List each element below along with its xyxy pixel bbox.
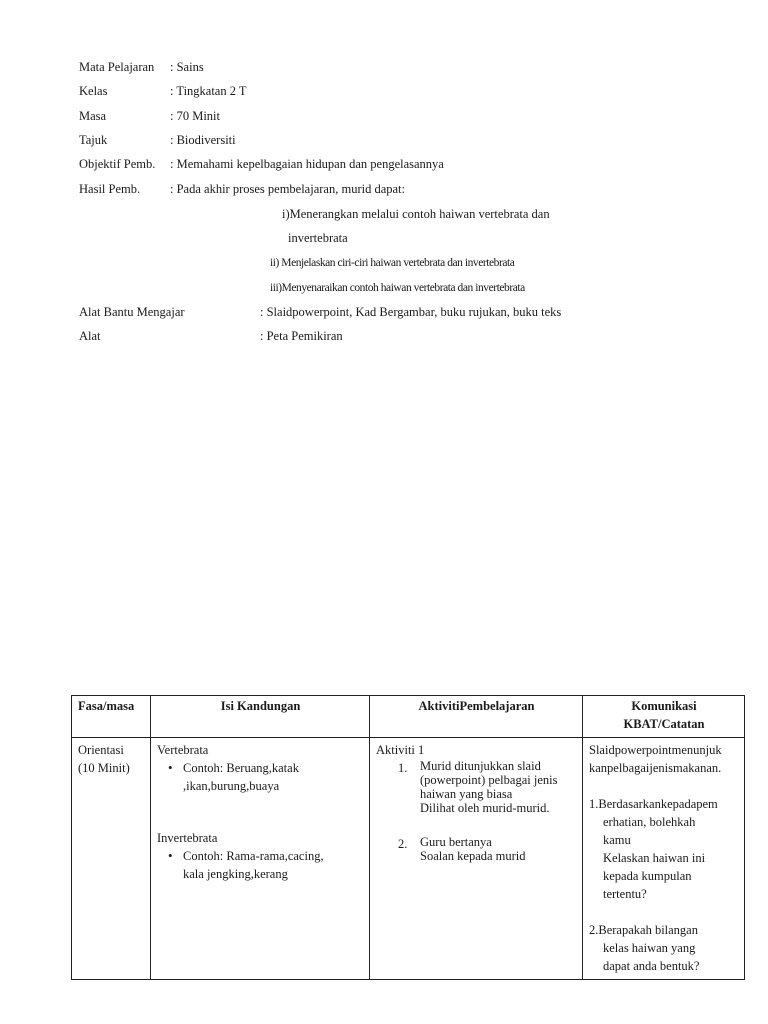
- header-label: Masa: [79, 109, 107, 123]
- content-vertebrata-title: Vertebrata: [157, 743, 209, 757]
- question-1-line-5: kepada kumpulan: [603, 869, 692, 883]
- header-communication: [583, 696, 745, 738]
- header-row-outcome: [79, 181, 405, 197]
- activity-1-line-2: (powerpoint) pelbagai jenis: [420, 773, 558, 787]
- header-label: Objektif Pemb.: [79, 157, 156, 171]
- list-item: [183, 759, 364, 795]
- outcome-2: ii) Menjelaskan ciri-ciri haiwan vertebrata dan invertebrata: [270, 257, 515, 269]
- header-value: : Pada akhir proses pembelajaran, murid dapat:: [170, 182, 405, 196]
- header-phase: Fasa/masa: [72, 696, 151, 738]
- header-communication-line-2: KBAT/Catatan: [623, 717, 705, 731]
- header-activity: AktivitiPembelajaran: [370, 696, 583, 738]
- activity-1-line-1: Murid ditunjukkan slaid: [420, 759, 541, 773]
- header-label: Mata Pelajaran: [79, 60, 155, 74]
- invertebrata-list: [157, 847, 364, 883]
- activity-1-line-4: Dilihat oleh murid-murid.: [420, 801, 550, 815]
- activity-2-line-2: Soalan kepada murid: [420, 849, 526, 863]
- question-1-line-1: 1.Berdasarkankepadapem: [589, 797, 718, 811]
- header-content: Isi Kandungan: [151, 696, 370, 738]
- header-label: Tajuk: [79, 133, 108, 147]
- communication-line-1: Slaidpowerpointmenunjuk: [589, 743, 722, 757]
- header-value: : Slaidpowerpoint, Kad Bergambar, buku rujukan, buku teks: [260, 305, 562, 319]
- header-row-tools: [79, 328, 343, 344]
- header-row-teaching-aids: [79, 304, 561, 320]
- vertebrata-list: [157, 759, 364, 795]
- question-2-line-1: 2.Berapakah bilangan: [589, 923, 698, 937]
- vertebrata-example-line-1: • Contoh: Beruang,katak: [183, 761, 299, 775]
- table-header-row: [72, 696, 745, 738]
- question-2-line-3: dapat anda bentuk?: [603, 959, 700, 973]
- invertebrata-example-line-2: kala jengking,kerang: [183, 867, 288, 881]
- header-value: : Peta Pemikiran: [260, 329, 343, 343]
- question-1-line-6: tertentu?: [603, 887, 647, 901]
- header-row-objective: [79, 156, 444, 172]
- cell-communication: [583, 738, 745, 980]
- activity-number: 2.: [398, 837, 408, 851]
- header-value: : Memahami kepelbagaian hidupan dan pengelasannya: [170, 157, 444, 171]
- spacer: [157, 795, 364, 829]
- header-communication-line-1: Komunikasi: [631, 699, 697, 713]
- header-label: Alat Bantu Mengajar: [79, 305, 185, 319]
- question-1-line-4: Kelaskan haiwan ini: [603, 851, 706, 865]
- activity-2-line-1: Guru bertanya: [420, 835, 492, 849]
- invertebrata-example-line-1: • Contoh: Rama-rama,cacing,: [183, 849, 324, 863]
- outcome-1-line-1: i)Menerangkan melalui contoh haiwan vertebrata dan: [282, 207, 550, 221]
- cell-phase: [72, 738, 151, 980]
- header-value: : Biodiversiti: [170, 133, 236, 147]
- header-value: : Sains: [170, 60, 204, 74]
- spacer: [420, 815, 577, 835]
- header-label: Kelas: [79, 84, 108, 98]
- phase-duration: (10 Minit): [78, 761, 130, 775]
- activity-1-line-3: haiwan yang biasa: [420, 787, 513, 801]
- outcome-1-line-2: invertebrata: [288, 231, 348, 245]
- activity-title: Aktiviti 1: [376, 743, 425, 757]
- activity-number: 1.: [398, 761, 408, 775]
- header-label: Hasil Pemb.: [79, 182, 141, 196]
- table-row: [72, 738, 745, 980]
- cell-content: [151, 738, 370, 980]
- content-invertebrata-title: Invertebrata: [157, 831, 218, 845]
- vertebrata-example-line-2: ,ikan,burung,buaya: [183, 779, 280, 793]
- activity-list: [376, 759, 577, 863]
- header-row-class: [79, 83, 247, 99]
- lesson-table: [71, 695, 745, 980]
- header-row-subject: [79, 59, 204, 75]
- list-item: [398, 835, 577, 863]
- phase-name: Orientasi: [78, 743, 124, 757]
- question-1-line-3: kamu: [603, 833, 631, 847]
- cell-activity: [370, 738, 583, 980]
- list-item: [183, 847, 364, 883]
- header-row-topic: [79, 132, 236, 148]
- outcome-3: iii)Menyenaraikan contoh haiwan vertebrata dan invertebrata: [270, 282, 525, 294]
- question-1-line-2: erhatian, bolehkah: [603, 815, 696, 829]
- question-2-line-2: kelas haiwan yang: [603, 941, 696, 955]
- communication-line-2: kanpelbagaijenismakanan.: [589, 761, 722, 775]
- header-value: : 70 Minit: [170, 109, 221, 123]
- header-label: Alat: [79, 329, 101, 343]
- spacer: [589, 777, 739, 795]
- spacer: [589, 903, 739, 921]
- header-row-time: [79, 108, 220, 124]
- list-item: [398, 759, 577, 815]
- header-value: : Tingkatan 2 T: [170, 84, 247, 98]
